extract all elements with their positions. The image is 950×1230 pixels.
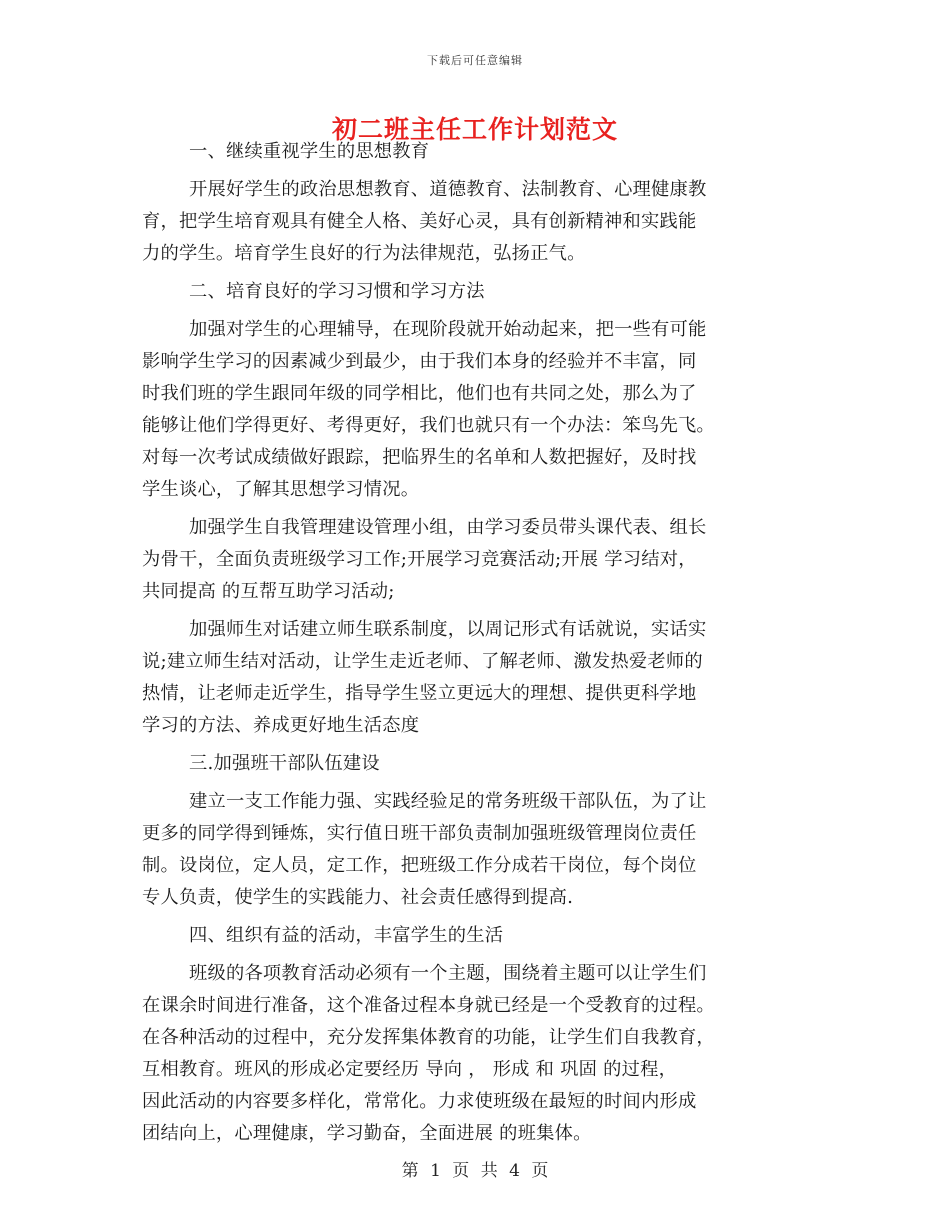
section-heading: 二、培育良好的学习习惯和学习方法	[189, 281, 485, 302]
paragraph-line: 加强学生自我管理建设管理小组，由学习委员带头课代表、组长	[189, 517, 707, 538]
paragraph-line: 学习的方法、养成更好地生活态度	[142, 715, 420, 736]
paragraph-line: 影响学生学习的因素减少到最少，由于我们本身的经验并不丰富，同	[142, 351, 697, 372]
section-heading: 一、继续重视学生的思想教育	[189, 141, 430, 162]
header-note: 下载后可任意编辑	[427, 54, 523, 67]
paragraph-line: 为骨干，全面负责班级学习工作;开展学习竞赛活动;开展 学习结对，	[142, 549, 697, 570]
paragraph-line: 加强对学生的心理辅导，在现阶段就开始动起来，把一些有可能	[189, 319, 707, 340]
paragraph-line: 互相教育。班风的形成必定要经历 导向 ， 形成 和 巩固 的过程，	[142, 1059, 678, 1080]
paragraph-line: 在各种活动的过程中，充分发挥集体教育的功能，让学生们自我教育，	[142, 1027, 715, 1048]
section-heading: 四、组织有益的活动，丰富学生的生活	[189, 925, 504, 946]
paragraph-line: 更多的同学得到锤炼，实行值日班干部负责制加强班级管理岗位责任	[142, 823, 697, 844]
paragraph-line: 时我们班的学生跟同年级的同学相比，他们也有共同之处，那么为了	[142, 383, 697, 404]
paragraph-line: 育，把学生培育观具有健全人格、美好心灵，具有创新精神和实践能	[142, 211, 697, 232]
paragraph-line: 能够让他们学得更好、考得更好，我们也就只有一个办法：笨鸟先飞。	[142, 415, 715, 436]
paragraph-line: 在课余时间进行准备，这个准备过程本身就已经是一个受教育的过程。	[142, 995, 715, 1016]
paragraph-line: 力的学生。培育学生良好的行为法律规范，弘扬正气。	[142, 243, 586, 264]
paragraph-line: 因此活动的内容要多样化，常常化。力求使班级在最短的时间内形成	[142, 1091, 697, 1112]
paragraph-line: 加强师生对话建立师生联系制度，以周记形式有话就说，实话实	[189, 619, 707, 640]
paragraph-line: 团结向上，心理健康，学习勤奋，全面进展 的班集体。	[142, 1123, 592, 1144]
paragraph-line: 热情，让老师走近学生，指导学生竖立更远大的理想、提供更科学地	[142, 683, 697, 704]
paragraph-line: 班级的各项教育活动必须有一个主题，围绕着主题可以让学生们	[189, 963, 707, 984]
paragraph-line: 说;建立师生结对活动，让学生走近老师、了解老师、激发热爱老师的	[142, 651, 703, 672]
page-footer: 第 1 页 共 4 页	[401, 1161, 549, 1181]
paragraph-line: 制。设岗位，定人员，定工作，把班级工作分成若干岗位，每个岗位	[142, 855, 697, 876]
paragraph-line: 共同提高 的互帮互助学习活动;	[142, 581, 395, 602]
document-title: 初二班主任工作计划范文	[331, 115, 618, 144]
paragraph-line: 对每一次考试成绩做好跟踪，把临界生的名单和人数把握好，及时找	[142, 447, 697, 468]
document-body	[142, 136, 802, 1150]
paragraph-line: 开展好学生的政治思想教育、道德教育、法制教育、心理健康教	[189, 179, 707, 200]
section-heading: 三.加强班干部队伍建设	[189, 753, 380, 774]
paragraph-line: 建立一支工作能力强、实践经验足的常务班级干部队伍，为了让	[189, 791, 707, 812]
paragraph-line: 专人负责，使学生的实践能力、社会责任感得到提高.	[142, 887, 574, 908]
paragraph-line: 学生谈心，了解其思想学习情况。	[142, 479, 420, 500]
